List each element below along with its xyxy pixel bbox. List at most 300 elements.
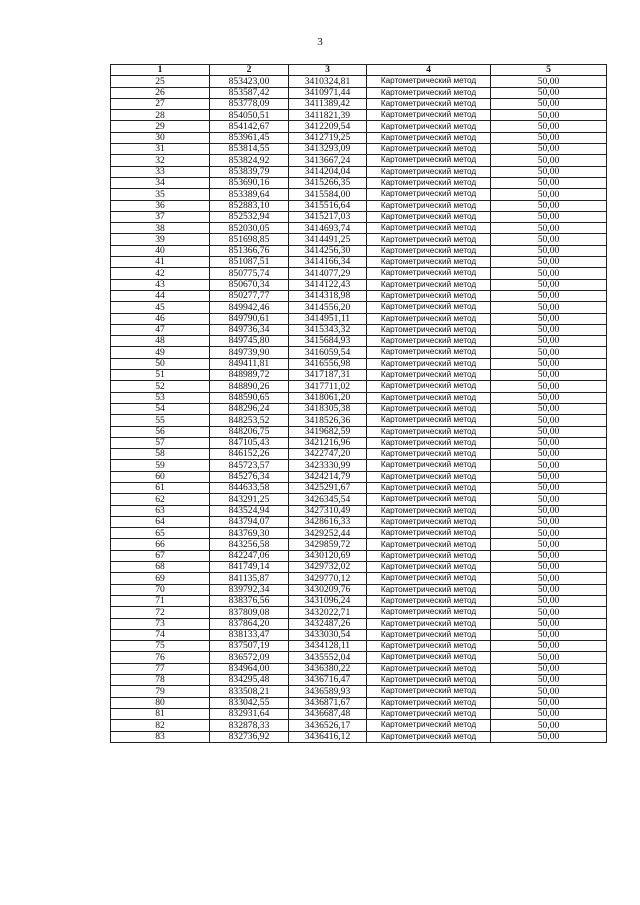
y-coordinate-cell: 3436526,17 [289, 720, 367, 731]
table-row [111, 562, 607, 573]
table-row [111, 313, 607, 324]
y-coordinate-cell: 3416556,98 [289, 358, 367, 369]
y-coordinate-cell: 3428616,33 [289, 516, 367, 527]
x-coordinate-cell: 853814,55 [210, 144, 289, 155]
table-row [111, 482, 607, 493]
point-number-cell: 33 [111, 166, 210, 177]
method-cell: Картометрический метод [367, 652, 491, 663]
accuracy-cell: 50,00 [491, 200, 607, 211]
point-number-cell: 81 [111, 708, 210, 719]
accuracy-cell: 50,00 [491, 426, 607, 437]
x-coordinate-cell: 853423,00 [210, 76, 289, 87]
y-coordinate-cell: 3418526,36 [289, 415, 367, 426]
x-coordinate-cell: 834295,48 [210, 675, 289, 686]
table-row [111, 607, 607, 618]
point-number-cell: 34 [111, 177, 210, 188]
table-row [111, 539, 607, 550]
method-cell: Картометрический метод [367, 358, 491, 369]
point-number-cell: 67 [111, 550, 210, 561]
method-cell: Картометрический метод [367, 121, 491, 132]
table-row [111, 211, 607, 222]
coordinates-table [110, 64, 607, 743]
y-coordinate-cell: 3429252,44 [289, 528, 367, 539]
method-cell: Картометрический метод [367, 234, 491, 245]
point-number-cell: 68 [111, 562, 210, 573]
method-cell: Картометрический метод [367, 415, 491, 426]
y-coordinate-cell: 3426345,54 [289, 494, 367, 505]
accuracy-cell: 50,00 [491, 573, 607, 584]
accuracy-cell: 50,00 [491, 415, 607, 426]
y-coordinate-cell: 3415266,35 [289, 177, 367, 188]
method-cell: Картометрический метод [367, 663, 491, 674]
accuracy-cell: 50,00 [491, 76, 607, 87]
point-number-cell: 31 [111, 144, 210, 155]
point-number-cell: 28 [111, 110, 210, 121]
x-coordinate-cell: 838133,47 [210, 629, 289, 640]
method-cell: Картометрический метод [367, 437, 491, 448]
y-coordinate-cell: 3435552,04 [289, 652, 367, 663]
method-cell: Картометрический метод [367, 584, 491, 595]
y-coordinate-cell: 3431096,24 [289, 595, 367, 606]
point-number-cell: 44 [111, 290, 210, 301]
method-cell: Картометрический метод [367, 686, 491, 697]
y-coordinate-cell: 3413293,09 [289, 144, 367, 155]
point-number-cell: 72 [111, 607, 210, 618]
y-coordinate-cell: 3411389,42 [289, 98, 367, 109]
table-row [111, 505, 607, 516]
point-number-cell: 39 [111, 234, 210, 245]
y-coordinate-cell: 3436380,22 [289, 663, 367, 674]
x-coordinate-cell: 853839,79 [210, 166, 289, 177]
accuracy-cell: 50,00 [491, 505, 607, 516]
header-col-1: 1 [111, 65, 210, 76]
point-number-cell: 50 [111, 358, 210, 369]
table-row [111, 686, 607, 697]
accuracy-cell: 50,00 [491, 358, 607, 369]
accuracy-cell: 50,00 [491, 177, 607, 188]
method-cell: Картометрический метод [367, 211, 491, 222]
y-coordinate-cell: 3429859,72 [289, 539, 367, 550]
y-coordinate-cell: 3436871,67 [289, 697, 367, 708]
point-number-cell: 83 [111, 731, 210, 742]
method-cell: Картометрический метод [367, 403, 491, 414]
point-number-cell: 52 [111, 381, 210, 392]
method-cell: Картометрический метод [367, 223, 491, 234]
table-row [111, 652, 607, 663]
y-coordinate-cell: 3417711,02 [289, 381, 367, 392]
y-coordinate-cell: 3413667,24 [289, 155, 367, 166]
point-number-cell: 71 [111, 595, 210, 606]
accuracy-cell: 50,00 [491, 607, 607, 618]
point-number-cell: 61 [111, 482, 210, 493]
x-coordinate-cell: 837864,20 [210, 618, 289, 629]
point-number-cell: 62 [111, 494, 210, 505]
table-row [111, 257, 607, 268]
table-row [111, 449, 607, 460]
header-col-5: 5 [491, 65, 607, 76]
method-cell: Картометрический метод [367, 618, 491, 629]
table-row [111, 697, 607, 708]
header-col-2: 2 [210, 65, 289, 76]
table-row [111, 76, 607, 87]
y-coordinate-cell: 3414693,74 [289, 223, 367, 234]
accuracy-cell: 50,00 [491, 370, 607, 381]
point-number-cell: 26 [111, 87, 210, 98]
y-coordinate-cell: 3427310,49 [289, 505, 367, 516]
method-cell: Картометрический метод [367, 87, 491, 98]
accuracy-cell: 50,00 [491, 516, 607, 527]
point-number-cell: 63 [111, 505, 210, 516]
y-coordinate-cell: 3415684,93 [289, 336, 367, 347]
point-number-cell: 32 [111, 155, 210, 166]
method-cell: Картометрический метод [367, 629, 491, 640]
accuracy-cell: 50,00 [491, 347, 607, 358]
y-coordinate-cell: 3414951,11 [289, 313, 367, 324]
table-row [111, 110, 607, 121]
x-coordinate-cell: 833508,21 [210, 686, 289, 697]
accuracy-cell: 50,00 [491, 290, 607, 301]
method-cell: Картометрический метод [367, 731, 491, 742]
point-number-cell: 27 [111, 98, 210, 109]
point-number-cell: 66 [111, 539, 210, 550]
method-cell: Картометрический метод [367, 132, 491, 143]
accuracy-cell: 50,00 [491, 618, 607, 629]
table-row [111, 720, 607, 731]
accuracy-cell: 50,00 [491, 471, 607, 482]
x-coordinate-cell: 832736,92 [210, 731, 289, 742]
accuracy-cell: 50,00 [491, 234, 607, 245]
table-row [111, 460, 607, 471]
header-col-3: 3 [289, 65, 367, 76]
method-cell: Картометрический метод [367, 426, 491, 437]
point-number-cell: 36 [111, 200, 210, 211]
point-number-cell: 47 [111, 324, 210, 335]
method-cell: Картометрический метод [367, 708, 491, 719]
point-number-cell: 55 [111, 415, 210, 426]
accuracy-cell: 50,00 [491, 403, 607, 414]
x-coordinate-cell: 853389,64 [210, 189, 289, 200]
table-row [111, 98, 607, 109]
table-row [111, 324, 607, 335]
accuracy-cell: 50,00 [491, 223, 607, 234]
table-row [111, 437, 607, 448]
accuracy-cell: 50,00 [491, 686, 607, 697]
method-cell: Картометрический метод [367, 562, 491, 573]
table-header-row [111, 65, 607, 76]
method-cell: Картометрический метод [367, 245, 491, 256]
y-coordinate-cell: 3436589,93 [289, 686, 367, 697]
accuracy-cell: 50,00 [491, 257, 607, 268]
y-coordinate-cell: 3410971,44 [289, 87, 367, 98]
table-row [111, 494, 607, 505]
x-coordinate-cell: 848890,26 [210, 381, 289, 392]
x-coordinate-cell: 853690,16 [210, 177, 289, 188]
table-row [111, 426, 607, 437]
table-row [111, 675, 607, 686]
table-row [111, 415, 607, 426]
y-coordinate-cell: 3414491,25 [289, 234, 367, 245]
y-coordinate-cell: 3415217,03 [289, 211, 367, 222]
y-coordinate-cell: 3410324,81 [289, 76, 367, 87]
accuracy-cell: 50,00 [491, 460, 607, 471]
x-coordinate-cell: 834964,00 [210, 663, 289, 674]
accuracy-cell: 50,00 [491, 641, 607, 652]
x-coordinate-cell: 853587,42 [210, 87, 289, 98]
method-cell: Картометрический метод [367, 313, 491, 324]
accuracy-cell: 50,00 [491, 313, 607, 324]
y-coordinate-cell: 3434128,11 [289, 641, 367, 652]
y-coordinate-cell: 3415516,64 [289, 200, 367, 211]
point-number-cell: 45 [111, 302, 210, 313]
accuracy-cell: 50,00 [491, 132, 607, 143]
method-cell: Картометрический метод [367, 347, 491, 358]
y-coordinate-cell: 3418305,38 [289, 403, 367, 414]
table-row [111, 223, 607, 234]
y-coordinate-cell: 3414122,43 [289, 279, 367, 290]
x-coordinate-cell: 843256,58 [210, 539, 289, 550]
accuracy-cell: 50,00 [491, 437, 607, 448]
point-number-cell: 80 [111, 697, 210, 708]
y-coordinate-cell: 3415343,32 [289, 324, 367, 335]
accuracy-cell: 50,00 [491, 697, 607, 708]
accuracy-cell: 50,00 [491, 189, 607, 200]
accuracy-cell: 50,00 [491, 302, 607, 313]
method-cell: Картометрический метод [367, 177, 491, 188]
y-coordinate-cell: 3430120,69 [289, 550, 367, 561]
y-coordinate-cell: 3432022,71 [289, 607, 367, 618]
method-cell: Картометрический метод [367, 494, 491, 505]
y-coordinate-cell: 3423330,99 [289, 460, 367, 471]
table-row [111, 155, 607, 166]
table-row [111, 618, 607, 629]
header-col-4: 4 [367, 65, 491, 76]
accuracy-cell: 50,00 [491, 494, 607, 505]
method-cell: Картометрический метод [367, 550, 491, 561]
table-row [111, 279, 607, 290]
accuracy-cell: 50,00 [491, 144, 607, 155]
method-cell: Картометрический метод [367, 607, 491, 618]
accuracy-cell: 50,00 [491, 336, 607, 347]
method-cell: Картометрический метод [367, 370, 491, 381]
y-coordinate-cell: 3419682,59 [289, 426, 367, 437]
x-coordinate-cell: 845276,34 [210, 471, 289, 482]
table-row [111, 87, 607, 98]
y-coordinate-cell: 3429770,12 [289, 573, 367, 584]
method-cell: Картометрический метод [367, 279, 491, 290]
table-row [111, 708, 607, 719]
table-row [111, 516, 607, 527]
point-number-cell: 46 [111, 313, 210, 324]
x-coordinate-cell: 843769,30 [210, 528, 289, 539]
accuracy-cell: 50,00 [491, 211, 607, 222]
y-coordinate-cell: 3436687,48 [289, 708, 367, 719]
table-row [111, 573, 607, 584]
point-number-cell: 82 [111, 720, 210, 731]
y-coordinate-cell: 3425291,67 [289, 482, 367, 493]
x-coordinate-cell: 836572,09 [210, 652, 289, 663]
method-cell: Картометрический метод [367, 539, 491, 550]
y-coordinate-cell: 3411821,39 [289, 110, 367, 121]
table-row [111, 403, 607, 414]
point-number-cell: 41 [111, 257, 210, 268]
method-cell: Картометрический метод [367, 720, 491, 731]
method-cell: Картометрический метод [367, 257, 491, 268]
point-number-cell: 60 [111, 471, 210, 482]
point-number-cell: 29 [111, 121, 210, 132]
method-cell: Картометрический метод [367, 449, 491, 460]
table-row [111, 336, 607, 347]
method-cell: Картометрический метод [367, 290, 491, 301]
point-number-cell: 74 [111, 629, 210, 640]
accuracy-cell: 50,00 [491, 121, 607, 132]
x-coordinate-cell: 838376,56 [210, 595, 289, 606]
method-cell: Картометрический метод [367, 189, 491, 200]
method-cell: Картометрический метод [367, 155, 491, 166]
x-coordinate-cell: 832931,64 [210, 708, 289, 719]
method-cell: Картометрический метод [367, 595, 491, 606]
y-coordinate-cell: 3436716,47 [289, 675, 367, 686]
y-coordinate-cell: 3422747,20 [289, 449, 367, 460]
accuracy-cell: 50,00 [491, 381, 607, 392]
y-coordinate-cell: 3414256,30 [289, 245, 367, 256]
y-coordinate-cell: 3416059,54 [289, 347, 367, 358]
table-row [111, 528, 607, 539]
accuracy-cell: 50,00 [491, 87, 607, 98]
accuracy-cell: 50,00 [491, 652, 607, 663]
x-coordinate-cell: 850775,74 [210, 268, 289, 279]
accuracy-cell: 50,00 [491, 98, 607, 109]
x-coordinate-cell: 849411,81 [210, 358, 289, 369]
x-coordinate-cell: 848206,75 [210, 426, 289, 437]
table-row [111, 641, 607, 652]
method-cell: Картометрический метод [367, 166, 491, 177]
table-row [111, 663, 607, 674]
accuracy-cell: 50,00 [491, 392, 607, 403]
y-coordinate-cell: 3414318,98 [289, 290, 367, 301]
y-coordinate-cell: 3436416,12 [289, 731, 367, 742]
y-coordinate-cell: 3417187,31 [289, 370, 367, 381]
table-row [111, 144, 607, 155]
x-coordinate-cell: 854050,51 [210, 110, 289, 121]
x-coordinate-cell: 852030,05 [210, 223, 289, 234]
table-row [111, 177, 607, 188]
y-coordinate-cell: 3433030,54 [289, 629, 367, 640]
point-number-cell: 35 [111, 189, 210, 200]
table-body [111, 76, 607, 743]
accuracy-cell: 50,00 [491, 166, 607, 177]
x-coordinate-cell: 849790,61 [210, 313, 289, 324]
x-coordinate-cell: 843291,25 [210, 494, 289, 505]
table-row [111, 629, 607, 640]
y-coordinate-cell: 3415584,00 [289, 189, 367, 200]
x-coordinate-cell: 852532,94 [210, 211, 289, 222]
table-row [111, 245, 607, 256]
point-number-cell: 70 [111, 584, 210, 595]
method-cell: Картометрический метод [367, 641, 491, 652]
method-cell: Картометрический метод [367, 110, 491, 121]
point-number-cell: 57 [111, 437, 210, 448]
x-coordinate-cell: 851698,85 [210, 234, 289, 245]
x-coordinate-cell: 841749,14 [210, 562, 289, 573]
method-cell: Картометрический метод [367, 482, 491, 493]
method-cell: Картометрический метод [367, 392, 491, 403]
point-number-cell: 59 [111, 460, 210, 471]
accuracy-cell: 50,00 [491, 245, 607, 256]
table-row [111, 550, 607, 561]
x-coordinate-cell: 853824,92 [210, 155, 289, 166]
point-number-cell: 48 [111, 336, 210, 347]
x-coordinate-cell: 849942,46 [210, 302, 289, 313]
accuracy-cell: 50,00 [491, 539, 607, 550]
accuracy-cell: 50,00 [491, 663, 607, 674]
method-cell: Картометрический метод [367, 697, 491, 708]
y-coordinate-cell: 3424214,79 [289, 471, 367, 482]
point-number-cell: 76 [111, 652, 210, 663]
x-coordinate-cell: 854142,67 [210, 121, 289, 132]
table-row [111, 392, 607, 403]
x-coordinate-cell: 850277,77 [210, 290, 289, 301]
x-coordinate-cell: 843794,07 [210, 516, 289, 527]
point-number-cell: 58 [111, 449, 210, 460]
accuracy-cell: 50,00 [491, 279, 607, 290]
method-cell: Картометрический метод [367, 505, 491, 516]
table-row [111, 347, 607, 358]
y-coordinate-cell: 3418061,20 [289, 392, 367, 403]
y-coordinate-cell: 3432487,26 [289, 618, 367, 629]
x-coordinate-cell: 849745,80 [210, 336, 289, 347]
point-number-cell: 42 [111, 268, 210, 279]
y-coordinate-cell: 3412209,54 [289, 121, 367, 132]
x-coordinate-cell: 847105,43 [210, 437, 289, 448]
accuracy-cell: 50,00 [491, 482, 607, 493]
x-coordinate-cell: 850670,34 [210, 279, 289, 290]
x-coordinate-cell: 849736,34 [210, 324, 289, 335]
x-coordinate-cell: 844633,58 [210, 482, 289, 493]
method-cell: Картометрический метод [367, 336, 491, 347]
method-cell: Картометрический метод [367, 381, 491, 392]
method-cell: Картометрический метод [367, 675, 491, 686]
accuracy-cell: 50,00 [491, 528, 607, 539]
point-number-cell: 75 [111, 641, 210, 652]
method-cell: Картометрический метод [367, 516, 491, 527]
y-coordinate-cell: 3414077,29 [289, 268, 367, 279]
point-number-cell: 30 [111, 132, 210, 143]
point-number-cell: 43 [111, 279, 210, 290]
accuracy-cell: 50,00 [491, 268, 607, 279]
x-coordinate-cell: 852883,10 [210, 200, 289, 211]
method-cell: Картометрический метод [367, 302, 491, 313]
x-coordinate-cell: 833042,55 [210, 697, 289, 708]
y-coordinate-cell: 3429732,02 [289, 562, 367, 573]
x-coordinate-cell: 848989,72 [210, 370, 289, 381]
point-number-cell: 77 [111, 663, 210, 674]
table-row [111, 471, 607, 482]
x-coordinate-cell: 842247,06 [210, 550, 289, 561]
point-number-cell: 38 [111, 223, 210, 234]
method-cell: Картометрический метод [367, 268, 491, 279]
method-cell: Картометрический метод [367, 528, 491, 539]
x-coordinate-cell: 848296,24 [210, 403, 289, 414]
accuracy-cell: 50,00 [491, 675, 607, 686]
accuracy-cell: 50,00 [491, 449, 607, 460]
point-number-cell: 69 [111, 573, 210, 584]
table-row [111, 200, 607, 211]
page-number: 3 [317, 36, 323, 48]
accuracy-cell: 50,00 [491, 629, 607, 640]
point-number-cell: 78 [111, 675, 210, 686]
table-row [111, 121, 607, 132]
y-coordinate-cell: 3414556,20 [289, 302, 367, 313]
